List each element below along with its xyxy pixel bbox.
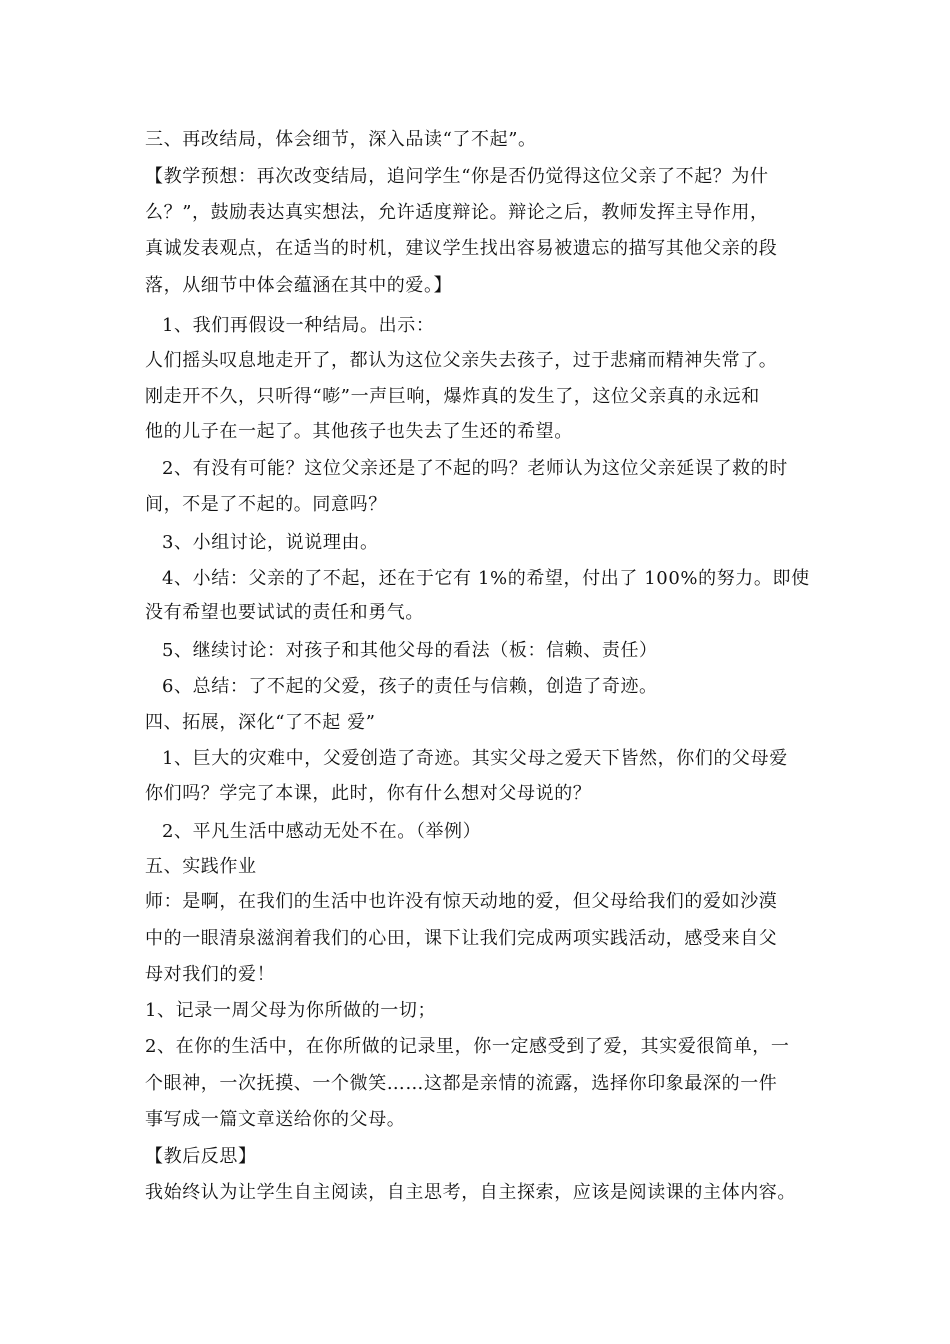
paragraph-line: 间，不是了不起的。同意吗？ — [145, 494, 387, 515]
list-item: 5、继续讨论：对孩子和其他父母的看法（板：信赖、责任） — [162, 640, 658, 661]
list-item: 2、有没有可能？这位父亲还是了不起的吗？老师认为这位父亲延误了救的时 — [162, 458, 788, 479]
list-item: 3、小组讨论，说说理由。 — [162, 532, 379, 553]
paragraph-line: 你们吗？学完了本课，此时，你有什么想对父母说的？ — [145, 783, 592, 804]
section-heading-4: 四、拓展，深化“了不起 爱” — [145, 712, 376, 733]
paragraph-line: 真诚发表观点，在适当的时机，建议学生找出容易被遗忘的描写其他父亲的段 — [145, 238, 778, 259]
list-item: 6、总结：了不起的父爱，孩子的责任与信赖，创造了奇迹。 — [162, 676, 658, 697]
paragraph-line: 事写成一篇文章送给你的父母。 — [145, 1109, 406, 1130]
paragraph-line: 母对我们的爱！ — [145, 964, 276, 985]
paragraph-line: 么？”，鼓励表达真实想法，允许适度辩论。辩论之后，教师发挥主导作用， — [145, 202, 769, 223]
paragraph-line: 人们摇头叹息地走开了，都认为这位父亲失去孩子，过于悲痛而精神失常了。 — [145, 350, 778, 371]
paragraph-line: 他的儿子在一起了。其他孩子也失去了生还的希望。 — [145, 421, 573, 442]
paragraph-line: 我始终认为让学生自主阅读，自主思考，自主探索，应该是阅读课的主体内容。 — [145, 1182, 796, 1203]
paragraph-line: 个眼神，一次抚摸、一个微笑……这都是亲情的流露，选择你印象最深的一件 — [145, 1073, 778, 1094]
paragraph-line: 【教学预想：再次改变结局，追问学生“你是否仍觉得这位父亲了不起？为什 — [145, 166, 769, 187]
paragraph-line: 刚走开不久，只听得“嘭”一声巨响，爆炸真的发生了，这位父亲真的永远和 — [145, 386, 760, 407]
list-item: 4、小结：父亲的了不起，还在于它有 1%的希望，付出了 100%的努力。即使 — [162, 568, 810, 589]
list-item: 2、平凡生活中感动无处不在。（举例） — [162, 821, 482, 842]
paragraph-line: 落，从细节中体会蕴涵在其中的爱。】 — [145, 275, 453, 296]
list-item: 1、我们再假设一种结局。出示： — [162, 315, 435, 336]
paragraph-line: 师：是啊，在我们的生活中也许没有惊天动地的爱，但父母给我们的爱如沙漠 — [145, 891, 778, 912]
list-item: 1、巨大的灾难中，父爱创造了奇迹。其实父母之爱天下皆然，你们的父母爱 — [162, 748, 788, 769]
section-heading-3: 三、再改结局，体会细节，深入品读“了不起”。 — [145, 129, 537, 150]
list-item: 1、记录一周父母为你所做的一切； — [145, 1000, 437, 1021]
section-heading-5: 五、实践作业 — [145, 856, 257, 877]
reflection-heading: 【教后反思】 — [145, 1146, 257, 1167]
list-item: 2、在你的生活中，在你所做的记录里，你一定感受到了爱，其实爱很简单，一 — [145, 1036, 790, 1057]
paragraph-line: 中的一眼清泉滋润着我们的心田，课下让我们完成两项实践活动，感受来自父 — [145, 928, 778, 949]
paragraph-line: 没有希望也要试试的责任和勇气。 — [145, 602, 424, 623]
